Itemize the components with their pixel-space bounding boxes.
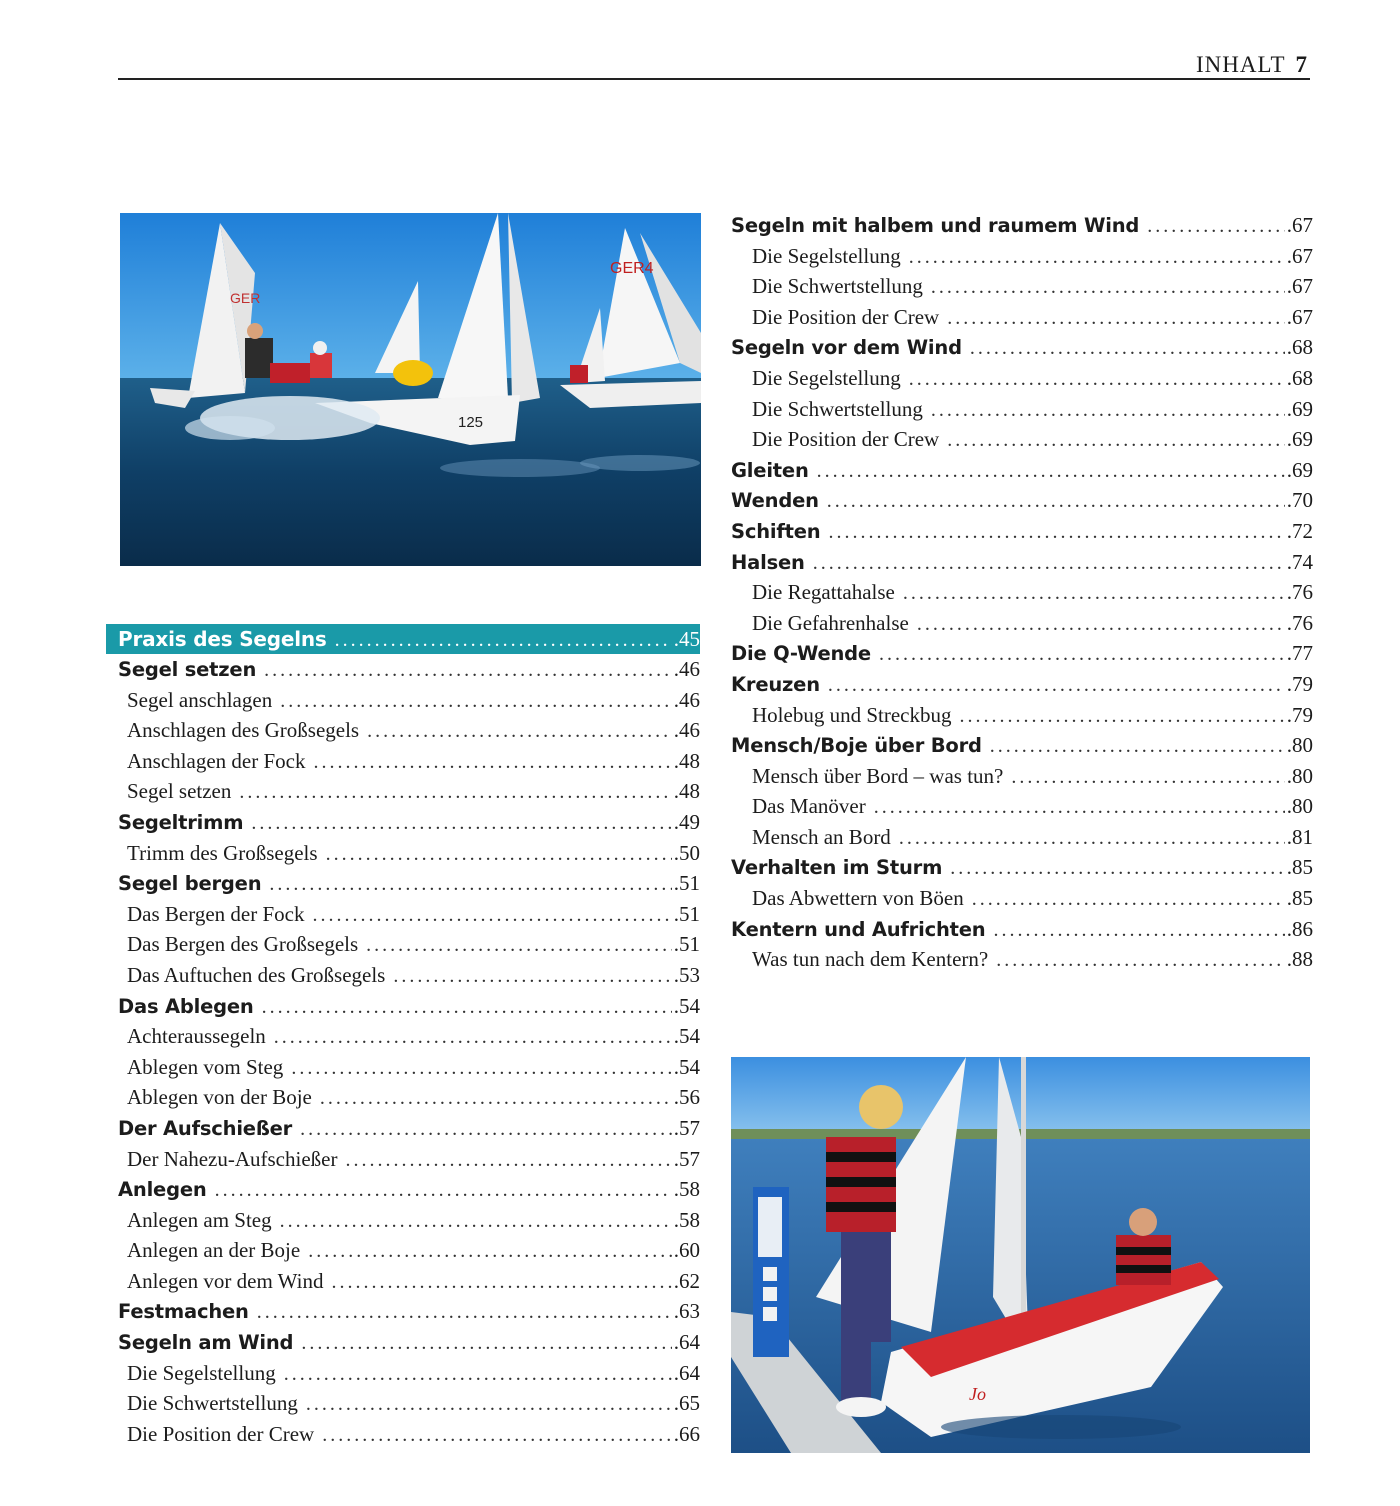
toc-entry-page: .60	[673, 1238, 700, 1263]
toc-leader-dots	[322, 1420, 672, 1451]
toc-entry-label: Ablegen vom Steg	[127, 1054, 284, 1079]
toc-subentry	[106, 746, 700, 777]
toc-entry-page: .80	[1286, 763, 1313, 788]
toc-entry-page: .68	[1286, 335, 1313, 360]
toc-entry-label: Die Schwertstellung	[127, 1391, 298, 1416]
toc-chapter-entry	[731, 852, 1313, 883]
toc-entry-page: .48	[673, 779, 700, 804]
toc-chapter-entry	[731, 914, 1313, 945]
toc-chapter-entry	[106, 1327, 700, 1358]
boat-number: 125	[458, 414, 484, 431]
toc-entry-page: .57	[673, 1115, 700, 1140]
toc-entry-page: .67	[1286, 243, 1313, 268]
toc-entry-page: .81	[1286, 824, 1313, 849]
toc-subentry	[731, 241, 1313, 272]
toc-subentry	[106, 1419, 700, 1450]
toc-subentry	[106, 1021, 700, 1052]
toc-subentry	[731, 271, 1313, 302]
toc-leader-dots	[320, 1083, 672, 1114]
toc-leader-dots	[970, 333, 1285, 364]
toc-entry-page: .53	[673, 962, 700, 987]
toc-leader-dots	[280, 686, 672, 717]
toc-leader-dots	[335, 625, 672, 655]
toc-subentry	[731, 700, 1313, 731]
toc-entry-page: .80	[1286, 733, 1313, 758]
toc-entry-label: Gleiten	[731, 458, 809, 482]
toc-right-column	[731, 210, 1313, 975]
toc-entry-label: Achteraussegeln	[127, 1024, 266, 1049]
toc-entry-label: Anlegen an der Boje	[127, 1238, 301, 1263]
toc-subentry	[106, 715, 700, 746]
toc-subentry	[106, 899, 700, 930]
toc-leader-dots	[313, 747, 671, 778]
toc-entry-page: .54	[673, 1054, 700, 1079]
toc-entry-label: Die Gefahrenhalse	[752, 610, 909, 635]
toc-leader-dots	[899, 823, 1285, 854]
toc-entry-page: .76	[1286, 580, 1313, 605]
svg-text:GER4: GER4	[610, 260, 654, 277]
toc-chapter-entry	[106, 807, 700, 838]
toc-subentry	[106, 1082, 700, 1113]
toc-leader-dots	[308, 1236, 672, 1267]
toc-chapter-entry	[106, 1113, 700, 1144]
toc-leader-dots	[917, 609, 1285, 640]
toc-subentry	[731, 883, 1313, 914]
toc-chapter-entry	[106, 1296, 700, 1327]
toc-subentry	[731, 577, 1313, 608]
toc-entry-page: .69	[1286, 457, 1313, 482]
toc-entry-page: .58	[673, 1177, 700, 1202]
toc-leader-dots	[817, 456, 1285, 487]
toc-leader-dots	[947, 303, 1285, 334]
toc-leader-dots	[367, 716, 672, 747]
toc-entry-page: .79	[1286, 702, 1313, 727]
toc-chapter-entry	[731, 669, 1313, 700]
toc-entry-label: Ablegen von der Boje	[127, 1085, 312, 1110]
toc-chapter-entry	[731, 332, 1313, 363]
toc-leader-dots	[1011, 762, 1284, 793]
photo-dinghy-at-jetty	[731, 1057, 1310, 1453]
toc-leader-dots	[931, 272, 1285, 303]
photo-regatta-dinghies	[120, 213, 701, 566]
toc-entry-label: Schiften	[731, 519, 821, 543]
toc-entry-page: .88	[1286, 947, 1313, 972]
toc-entry-label: Halsen	[731, 550, 805, 574]
toc-entry-page: .79	[1286, 671, 1313, 696]
toc-entry-page: .86	[1286, 916, 1313, 941]
toc-entry-label: Kreuzen	[731, 672, 820, 696]
toc-leader-dots	[393, 961, 671, 992]
toc-entry-label: Holebug und Streckbug	[752, 702, 952, 727]
toc-leader-dots	[274, 1022, 672, 1053]
toc-entry-page: .57	[673, 1146, 700, 1171]
toc-leader-dots	[239, 777, 671, 808]
toc-entry-label: Die Segelstellung	[127, 1360, 276, 1385]
toc-leader-dots	[215, 1175, 672, 1206]
toc-leader-dots	[990, 731, 1285, 762]
toc-leader-dots	[950, 853, 1285, 884]
toc-leader-dots	[269, 869, 671, 900]
toc-subentry	[731, 608, 1313, 639]
toc-entry-label: Verhalten im Sturm	[731, 856, 943, 880]
toc-leader-dots	[291, 1053, 671, 1084]
toc-subentry	[106, 1144, 700, 1175]
toc-entry-page: .51	[673, 901, 700, 926]
toc-entry-label: Praxis des Segelns	[118, 627, 327, 651]
svg-text:GER: GER	[230, 290, 261, 306]
toc-entry-page: .48	[673, 748, 700, 773]
toc-leader-dots	[827, 486, 1285, 517]
toc-entry-label: Das Ablegen	[118, 994, 254, 1018]
toc-entry-label: Der Nahezu-Aufschießer	[127, 1146, 338, 1171]
toc-entry-label: Der Aufschießer	[118, 1116, 293, 1140]
toc-entry-label: Die Position der Crew	[752, 304, 940, 329]
toc-leader-dots	[972, 884, 1285, 915]
toc-entry-label: Die Position der Crew	[752, 427, 940, 452]
toc-entry-label: Wenden	[731, 489, 819, 513]
toc-entry-page: .65	[673, 1391, 700, 1416]
toc-entry-label: Die Segelstellung	[752, 243, 901, 268]
toc-entry-page: .68	[1286, 365, 1313, 390]
toc-entry-label: Segeln vor dem Wind	[731, 336, 962, 360]
toc-entry-label: Die Position der Crew	[127, 1421, 315, 1446]
toc-leader-dots	[813, 548, 1285, 579]
toc-leader-dots	[959, 701, 1284, 732]
toc-leader-dots	[947, 425, 1285, 456]
toc-entry-label: Das Bergen des Großsegels	[127, 932, 359, 957]
toc-entry-label: Anlegen	[118, 1178, 207, 1202]
toc-entry-page: .64	[673, 1360, 700, 1385]
toc-entry-page: .46	[673, 718, 700, 743]
toc-entry-page: .54	[673, 1024, 700, 1049]
toc-leader-dots	[1147, 211, 1285, 242]
toc-entry-page: .66	[673, 1421, 700, 1446]
toc-subentry	[731, 394, 1313, 425]
toc-entry-label: Segel setzen	[118, 658, 257, 681]
toc-leader-dots	[301, 1328, 671, 1359]
toc-subentry	[106, 1052, 700, 1083]
toc-subentry	[106, 776, 700, 807]
toc-entry-page: .50	[673, 840, 700, 865]
toc-entry-label: Anschlagen der Fock	[127, 748, 306, 773]
toc-entry-page: .56	[673, 1085, 700, 1110]
toc-subentry	[106, 1205, 700, 1236]
toc-entry-label: Anlegen am Steg	[127, 1207, 272, 1232]
toc-entry-page: .51	[673, 932, 700, 957]
toc-subentry	[106, 1358, 700, 1389]
toc-chapter-entry	[731, 485, 1313, 516]
toc-chapter-entry	[731, 455, 1313, 486]
toc-subentry	[106, 960, 700, 991]
toc-entry-page: .74	[1286, 549, 1313, 574]
toc-entry-label: Das Bergen der Fock	[127, 901, 305, 926]
toc-entry-page: .85	[1286, 855, 1313, 880]
toc-entry-label: Segel anschlagen	[127, 687, 273, 712]
toc-entry-label: Das Auftuchen des Großsegels	[127, 962, 386, 987]
toc-entry-page: .67	[1286, 304, 1313, 329]
toc-entry-page: .72	[1286, 518, 1313, 543]
toc-leader-dots	[909, 242, 1285, 273]
toc-leader-dots	[300, 1114, 672, 1145]
toc-entry-label: Mensch über Bord – was tun?	[752, 763, 1004, 788]
toc-subentry	[731, 944, 1313, 975]
toc-subentry	[106, 1266, 700, 1297]
toc-leader-dots	[262, 992, 672, 1023]
toc-entry-page: .64	[673, 1330, 700, 1355]
header-title	[1196, 52, 1308, 78]
toc-subentry	[106, 929, 700, 960]
toc-leader-dots	[996, 945, 1285, 976]
toc-entry-label: Die Schwertstellung	[752, 274, 923, 299]
toc-entry-page: .49	[673, 809, 700, 834]
toc-leader-dots	[326, 839, 672, 870]
toc-subentry	[731, 822, 1313, 853]
toc-entry-label: Segeltrimm	[118, 810, 244, 834]
toc-left-column	[106, 624, 700, 1449]
toc-entry-page: .58	[673, 1207, 700, 1232]
toc-leader-dots	[313, 900, 672, 931]
toc-subentry	[106, 1388, 700, 1419]
toc-chapter-entry	[731, 730, 1313, 761]
toc-leader-dots	[931, 395, 1285, 426]
toc-leader-dots	[909, 364, 1285, 395]
toc-leader-dots	[828, 517, 1284, 548]
header-page-number: 7	[1295, 52, 1308, 77]
toc-leader-dots	[257, 1297, 672, 1328]
toc-entry-label: Anlegen vor dem Wind	[127, 1268, 324, 1293]
toc-entry-page: .67	[1286, 213, 1313, 237]
toc-subentry	[731, 363, 1313, 394]
toc-leader-dots	[828, 670, 1285, 701]
toc-entry-page: .77	[1286, 641, 1313, 666]
toc-entry-label: Kentern und Aufrichten	[731, 917, 986, 941]
toc-entry-page: .69	[1286, 427, 1313, 452]
toc-entry-page: .45	[673, 627, 700, 651]
toc-leader-dots	[331, 1267, 671, 1298]
toc-entry-page: .76	[1286, 610, 1313, 635]
toc-entry-page: .63	[673, 1299, 700, 1324]
toc-chapter-entry	[106, 1174, 700, 1205]
toc-subentry	[731, 302, 1313, 333]
toc-entry-label: Die Regattahalse	[752, 580, 895, 605]
toc-leader-dots	[993, 915, 1284, 946]
toc-subentry	[731, 424, 1313, 455]
toc-entry-label: Segeln mit halbem und raumem Wind	[731, 214, 1140, 237]
toc-entry-label: Anschlagen des Großsegels	[127, 718, 360, 743]
toc-leader-dots	[366, 930, 672, 961]
toc-leader-dots	[874, 792, 1285, 823]
toc-chapter-entry	[731, 210, 1313, 241]
toc-chapter-entry	[106, 868, 700, 899]
toc-chapter-entry	[106, 991, 700, 1022]
toc-entry-label: Mensch an Bord	[752, 824, 891, 849]
toc-chapter-entry	[731, 516, 1313, 547]
toc-entry-page: .51	[673, 871, 700, 896]
toc-leader-dots	[903, 578, 1285, 609]
toc-entry-label: Die Segelstellung	[752, 365, 901, 390]
toc-entry-label: Mensch/Boje über Bord	[731, 734, 982, 758]
toc-entry-label: Das Manöver	[752, 794, 866, 819]
toc-entry-page: .46	[673, 657, 700, 681]
running-header	[118, 48, 1310, 80]
toc-entry-label: Die Q-Wende	[731, 642, 871, 666]
toc-subentry	[106, 838, 700, 869]
toc-chapter-entry	[731, 638, 1313, 669]
toc-entry-page: .69	[1286, 396, 1313, 421]
toc-entry-page: .62	[673, 1268, 700, 1293]
toc-subentry	[731, 761, 1313, 792]
toc-entry-label: Segel setzen	[127, 779, 232, 804]
toc-leader-dots	[251, 808, 671, 839]
toc-part-heading	[106, 624, 700, 654]
toc-leader-dots	[345, 1145, 671, 1176]
toc-entry-label: Segel bergen	[118, 872, 262, 896]
toc-subentry	[106, 1235, 700, 1266]
toc-leader-dots	[879, 639, 1285, 670]
toc-entry-page: .85	[1286, 886, 1313, 911]
toc-entry-label: Was tun nach dem Kentern?	[752, 947, 989, 972]
toc-leader-dots	[306, 1389, 672, 1420]
toc-chapter-entry	[106, 654, 700, 685]
toc-chapter-entry	[731, 547, 1313, 578]
toc-subentry	[731, 791, 1313, 822]
toc-entry-page: .54	[673, 993, 700, 1018]
toc-leader-dots	[284, 1359, 672, 1390]
toc-entry-page: .46	[673, 687, 700, 712]
toc-leader-dots	[280, 1206, 672, 1237]
toc-entry-label: Das Abwettern von Böen	[752, 886, 964, 911]
toc-entry-page: .67	[1286, 274, 1313, 299]
hull-lettering: Jo	[969, 1384, 986, 1404]
header-section: INHALT	[1196, 52, 1286, 77]
toc-entry-label: Die Schwertstellung	[752, 396, 923, 421]
toc-entry-page: .80	[1286, 794, 1313, 819]
toc-entry-label: Segeln am Wind	[118, 1331, 294, 1355]
toc-entry-label: Trimm des Großsegels	[127, 840, 318, 865]
toc-subentry	[106, 685, 700, 716]
toc-entry-page: .70	[1286, 488, 1313, 513]
toc-entry-label: Festmachen	[118, 1300, 249, 1324]
toc-leader-dots	[264, 655, 672, 686]
